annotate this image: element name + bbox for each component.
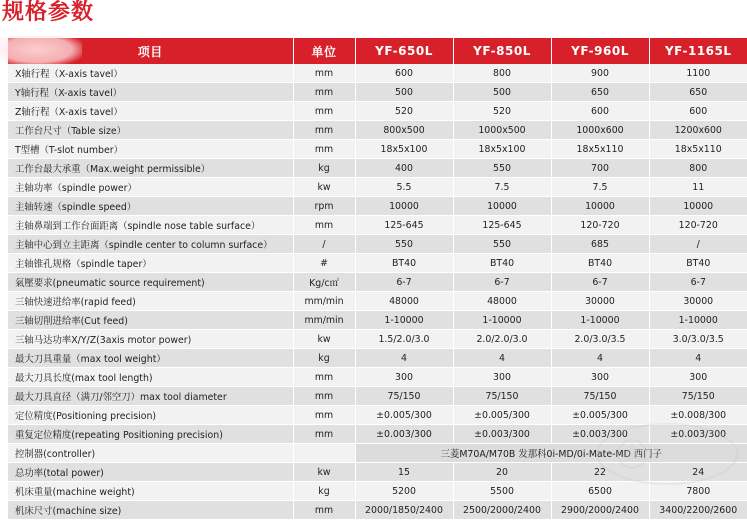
row-value: 550 (453, 235, 551, 254)
row-unit: / (293, 235, 355, 254)
row-item-name: 氣壓要求(pneumatic source requirement) (8, 273, 293, 292)
row-value: / (649, 235, 747, 254)
row-unit: mm (293, 368, 355, 387)
row-value: 600 (355, 64, 453, 83)
table-row (8, 159, 747, 178)
header-model-1165l: YF-1165L (649, 38, 747, 64)
row-unit: mm/min (293, 311, 355, 330)
table-row (8, 178, 747, 197)
row-value: ±0.008/300 (649, 406, 747, 425)
table-row (8, 197, 747, 216)
row-unit (293, 444, 355, 463)
table-row (8, 64, 747, 83)
row-value: 120-720 (649, 216, 747, 235)
row-value: 800x500 (355, 121, 453, 140)
row-value: 7.5 (453, 178, 551, 197)
row-value: 10000 (355, 197, 453, 216)
row-value: 10000 (649, 197, 747, 216)
row-item-name: 三轴切削进给率(Cut feed) (8, 311, 293, 330)
row-value: 4 (355, 349, 453, 368)
row-item-name: 三轴快速进给率(rapid feed) (8, 292, 293, 311)
row-item-name: 最大刀具长度(max tool length) (8, 368, 293, 387)
row-item-name: 工作台最大承重（Max.weight permissible） (8, 159, 293, 178)
table-row (8, 83, 747, 102)
row-value: 15 (355, 463, 453, 482)
row-item-name: 最大刀具重量（max tool weight） (8, 349, 293, 368)
row-value: 1-10000 (355, 311, 453, 330)
row-value: 4 (551, 349, 649, 368)
row-unit: mm (293, 121, 355, 140)
row-value: 6500 (551, 482, 649, 501)
row-value: 30000 (649, 292, 747, 311)
table-row (8, 273, 747, 292)
row-item-name: T型槽（T-slot number） (8, 140, 293, 159)
spec-table (8, 38, 747, 520)
table-row (8, 102, 747, 121)
row-value: 6-7 (453, 273, 551, 292)
header-item: 项目 (8, 38, 293, 64)
row-value: 1-10000 (649, 311, 747, 330)
row-value: 520 (355, 102, 453, 121)
row-value: 500 (355, 83, 453, 102)
row-item-name: 机床尺寸(machine size) (8, 501, 293, 520)
row-item-name: 最大刀具直径（满刀/邻空刀）max tool diameter (8, 387, 293, 406)
row-value: 2500/2000/2400 (453, 501, 551, 520)
row-value: 800 (453, 64, 551, 83)
row-value: 300 (453, 368, 551, 387)
table-row (8, 311, 747, 330)
row-value: 125-645 (453, 216, 551, 235)
row-value: 48000 (453, 292, 551, 311)
row-value: 18x5x100 (355, 140, 453, 159)
row-value: 600 (551, 102, 649, 121)
table-row (8, 387, 747, 406)
row-value: ±0.003/300 (355, 425, 453, 444)
row-value: 18x5x100 (453, 140, 551, 159)
row-value: 75/150 (453, 387, 551, 406)
header-model-650l: YF-650L (355, 38, 453, 64)
table-row (8, 425, 747, 444)
table-row (8, 330, 747, 349)
row-value: 18x5x110 (551, 140, 649, 159)
row-value: 75/150 (551, 387, 649, 406)
row-value: 550 (355, 235, 453, 254)
row-item-name: Y轴行程（X-axis tavel） (8, 83, 293, 102)
row-value: 75/150 (649, 387, 747, 406)
row-value: 10000 (453, 197, 551, 216)
row-value: 500 (453, 83, 551, 102)
row-value: 300 (551, 368, 649, 387)
table-row (8, 349, 747, 368)
row-unit: kg (293, 159, 355, 178)
row-item-name: 主轴鼻端到工作台面距离（spindle nose table surface） (8, 216, 293, 235)
row-value: 2.0/3.0/3.5 (551, 330, 649, 349)
row-value: 1000x500 (453, 121, 551, 140)
row-value: BT40 (453, 254, 551, 273)
row-value: 1200x600 (649, 121, 747, 140)
row-value: 2.0/2.0/3.0 (453, 330, 551, 349)
row-value: 1-10000 (551, 311, 649, 330)
row-value: BT40 (649, 254, 747, 273)
row-value: 10000 (551, 197, 649, 216)
row-value: 6-7 (649, 273, 747, 292)
row-item-name: 重复定位精度(repeating Positioning precision) (8, 425, 293, 444)
row-unit: mm (293, 102, 355, 121)
row-value: 1100 (649, 64, 747, 83)
row-value: 1-10000 (453, 311, 551, 330)
table-row (8, 254, 747, 273)
table-row (8, 463, 747, 482)
row-item-name: Z轴行程（X-axis tavel） (8, 102, 293, 121)
row-item-name: 主轴功率（spindle power） (8, 178, 293, 197)
table-row (8, 444, 747, 463)
row-value: 800 (649, 159, 747, 178)
header-row (8, 38, 747, 64)
row-unit: mm (293, 501, 355, 520)
row-value: 5200 (355, 482, 453, 501)
row-unit: rpm (293, 197, 355, 216)
row-value: 18x5x110 (649, 140, 747, 159)
table-row (8, 482, 747, 501)
row-value: 22 (551, 463, 649, 482)
row-value: 24 (649, 463, 747, 482)
page-title: 规格参数 (2, 0, 95, 25)
row-value: ±0.005/300 (453, 406, 551, 425)
row-value: 3.0/3.0/3.5 (649, 330, 747, 349)
row-value: 900 (551, 64, 649, 83)
row-item-name: 定位精度(Positioning precision) (8, 406, 293, 425)
table-row (8, 235, 747, 254)
row-value: 1000x600 (551, 121, 649, 140)
row-value: 7800 (649, 482, 747, 501)
row-value: 3400/2200/2600 (649, 501, 747, 520)
row-item-name: 控制器(controller) (8, 444, 293, 463)
row-unit: Kg/c㎡ (293, 273, 355, 292)
row-unit: mm/min (293, 292, 355, 311)
table-row (8, 501, 747, 520)
row-item-name: 机床重量(machine weight) (8, 482, 293, 501)
row-merged-value: 三菱M70A/M70B 发那科0i-MD/0i-Mate-MD 西门子 (355, 444, 747, 463)
row-value: 300 (355, 368, 453, 387)
table-row (8, 140, 747, 159)
row-value: 300 (649, 368, 747, 387)
row-unit: mm (293, 425, 355, 444)
table-row (8, 368, 747, 387)
row-value: 600 (649, 102, 747, 121)
row-value: 1.5/2.0/3.0 (355, 330, 453, 349)
row-value: 685 (551, 235, 649, 254)
row-unit: kg (293, 349, 355, 368)
row-item-name: 主轴转速（spindle speed） (8, 197, 293, 216)
row-unit: # (293, 254, 355, 273)
row-value: 7.5 (551, 178, 649, 197)
row-value: 650 (551, 83, 649, 102)
row-unit: mm (293, 140, 355, 159)
row-item-name: 工作台尺寸（Table size） (8, 121, 293, 140)
row-item-name: 主轴中心到立主距离（spindle center to column surface） (8, 235, 293, 254)
header-model-960l: YF-960L (551, 38, 649, 64)
row-unit: kw (293, 330, 355, 349)
table-row (8, 406, 747, 425)
row-value: 700 (551, 159, 649, 178)
row-value: 75/150 (355, 387, 453, 406)
row-value: ±0.003/300 (649, 425, 747, 444)
row-value: ±0.003/300 (551, 425, 649, 444)
row-item-name: 三轴马达功率X/Y/Z(3axis motor power) (8, 330, 293, 349)
row-value: 125-645 (355, 216, 453, 235)
row-item-name: 总功率(total power) (8, 463, 293, 482)
row-value: ±0.005/300 (355, 406, 453, 425)
row-value: 2900/2000/2400 (551, 501, 649, 520)
header-unit: 单位 (293, 38, 355, 64)
row-item-name: X轴行程（X-axis tavel） (8, 64, 293, 83)
row-value: 6-7 (551, 273, 649, 292)
row-unit: kw (293, 178, 355, 197)
row-value: ±0.003/300 (453, 425, 551, 444)
row-value: 48000 (355, 292, 453, 311)
row-value: 30000 (551, 292, 649, 311)
row-unit: mm (293, 64, 355, 83)
row-unit: mm (293, 83, 355, 102)
table-row (8, 292, 747, 311)
header-model-850l: YF-850L (453, 38, 551, 64)
row-value: BT40 (355, 254, 453, 273)
row-value: 520 (453, 102, 551, 121)
row-value: 120-720 (551, 216, 649, 235)
row-value: BT40 (551, 254, 649, 273)
row-value: 650 (649, 83, 747, 102)
row-unit: kg (293, 482, 355, 501)
row-value: ±0.005/300 (551, 406, 649, 425)
row-unit: mm (293, 216, 355, 235)
row-value: 4 (453, 349, 551, 368)
row-value: 550 (453, 159, 551, 178)
row-item-name: 主轴锥孔规格（spindle taper） (8, 254, 293, 273)
row-unit: mm (293, 387, 355, 406)
row-value: 2000/1850/2400 (355, 501, 453, 520)
row-value: 5.5 (355, 178, 453, 197)
row-value: 5500 (453, 482, 551, 501)
table-row (8, 121, 747, 140)
row-value: 11 (649, 178, 747, 197)
row-value: 20 (453, 463, 551, 482)
row-value: 4 (649, 349, 747, 368)
row-value: 6-7 (355, 273, 453, 292)
row-unit: kw (293, 463, 355, 482)
row-unit: mm (293, 406, 355, 425)
table-row (8, 216, 747, 235)
row-value: 400 (355, 159, 453, 178)
